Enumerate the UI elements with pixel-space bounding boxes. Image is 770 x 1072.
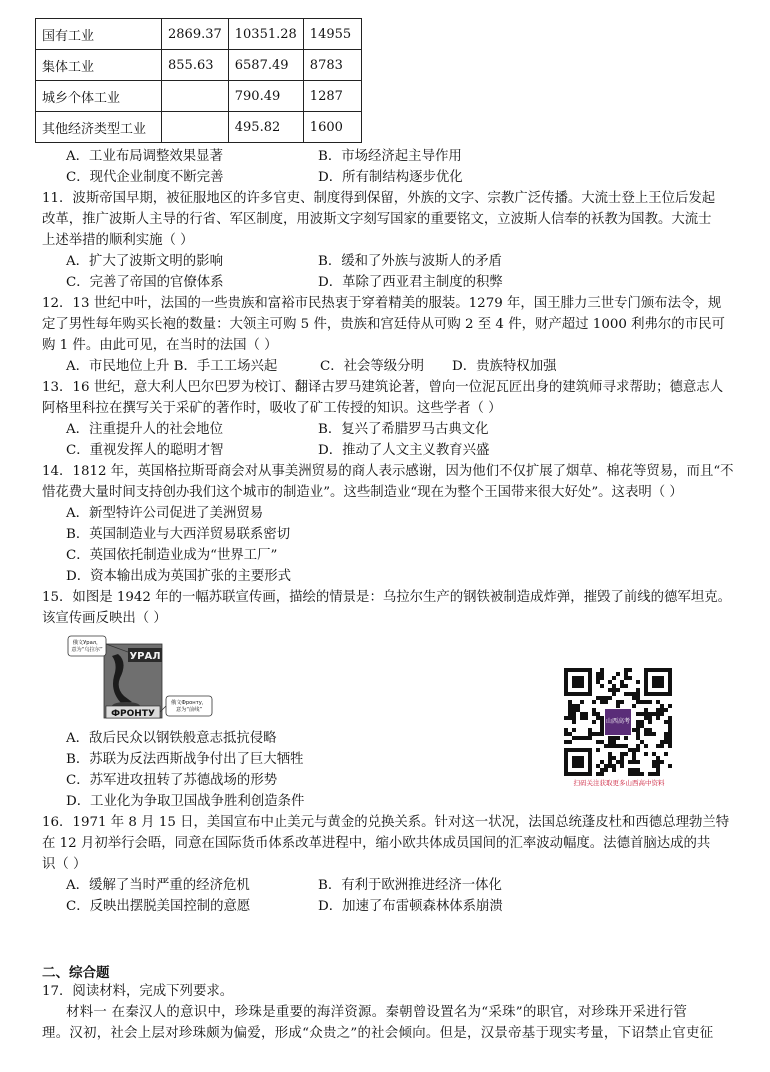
q11-stem-line2: 改革，推广波斯人主导的行省、军区制度，用波斯文字刻写国家的重要铭文，立波斯人信奉的袄教为国教。大流士 <box>42 212 712 227</box>
q11-option-a[interactable]: A．扩大了波斯文明的影响 <box>66 254 223 269</box>
q12-option-d[interactable]: D．贵族特权加强 <box>452 359 557 374</box>
table-row-label: 集体工业 <box>36 50 162 81</box>
q10-option-b[interactable]: B．市场经济起主导作用 <box>318 149 462 164</box>
table-row-label: 国有工业 <box>36 19 162 50</box>
q14-option-b[interactable]: B．英国制造业与大西洋贸易联系密切 <box>66 527 291 542</box>
q16-stem-line3: 识（ ） <box>42 857 87 872</box>
table-cell <box>162 81 229 112</box>
q13-option-b[interactable]: B．复兴了希腊罗马古典文化 <box>318 422 489 437</box>
poster-callout-top-text: 俄文Урал，意为“乌拉尔” <box>71 640 103 653</box>
q15-stem-line1: 15．如图是 1942 年的一幅苏联宣传画，描绘的情景是：乌拉尔生产的钢铁被制造成炸弹，摧毁了前线的德军坦克。 <box>42 590 731 605</box>
q13-option-c[interactable]: C．重视发挥人的聪明才智 <box>66 443 224 458</box>
poster-callout-bottom <box>166 696 212 716</box>
q10-option-a[interactable]: A．工业布局调整效果显著 <box>66 149 223 164</box>
table-cell: 14955 <box>303 19 361 50</box>
poster-callout-top <box>68 636 106 656</box>
q11-stem-line3: 上述举措的顺利实施（ ） <box>42 233 194 248</box>
table-cell: 855.63 <box>162 50 229 81</box>
table-cell <box>162 112 229 143</box>
poster-word-bottom: ФРОНТУ <box>111 709 155 719</box>
data-table <box>35 18 362 143</box>
q12-stem-line1: 12．13 世纪中叶，法国的一些贵族和富裕市民热衷于穿着精美的服装。1279 年，国王腓力三世专门颁布法令，规 <box>42 296 722 311</box>
q16-option-d[interactable]: D．加速了布雷顿森林体系崩溃 <box>318 899 503 914</box>
table-row <box>36 50 362 81</box>
q15-option-a[interactable]: A．敌后民众以钢铁般意志抵抗侵略 <box>66 731 277 746</box>
table-cell: 1287 <box>303 81 361 112</box>
section-title: 二、综合题 <box>42 965 110 981</box>
q10-option-c[interactable]: C．现代企业制度不断完善 <box>66 170 224 185</box>
q14-option-c[interactable]: C．英国依托制造业成为“世界工厂” <box>66 548 278 563</box>
q13-stem-line1: 13．16 世纪，意大利人巴尔巴罗为校订、翻译古罗马建筑论著，曾向一位泥瓦匠出身的建筑师寻求帮助；德意志人 <box>42 380 724 395</box>
qr-caption: 扫码关注获取更多山西高中资料 <box>573 779 665 787</box>
q11-stem-line1: 11．波斯帝国早期，被征服地区的许多官吏、制度得到保留，外族的文字、宗教广泛传播。大流士登上王位后发起 <box>42 191 716 206</box>
q17-material-line2: 理。汉初，社会上层对珍珠颇为偏爱，形成“众贵之”的社会倾向。但是，汉景帝基于现实考量，下诏禁止官吏征 <box>42 1026 714 1041</box>
table-cell: 6587.49 <box>228 50 303 81</box>
table-cell: 790.49 <box>228 81 303 112</box>
q12-stem-line2: 定了男性每年购买长袍的数量：大领主可购 5 件，贵族和宫廷侍从可购 2 至 4 件，财产超过 1000 利弗尔的市民可 <box>42 317 725 332</box>
q14-option-a[interactable]: A．新型特许公司促进了美洲贸易 <box>66 506 264 521</box>
q13-stem-line2: 阿格里科拉在撰写关于采矿的著作时，吸收了矿工传授的知识。这些学者（ ） <box>42 401 502 416</box>
table-row <box>36 19 362 50</box>
q14-option-d[interactable]: D．资本输出成为英国扩张的主要形式 <box>66 569 291 584</box>
table-row-label: 城乡个体工业 <box>36 81 162 112</box>
q14-stem-line1: 14．1812 年，英国格拉斯哥商会对从事美洲贸易的商人表示感谢，因为他们不仅扩展了烟草、棉花等贸易，而且“不 <box>42 464 734 479</box>
qr-code-block[interactable] <box>564 668 672 788</box>
q16-option-a[interactable]: A．缓解了当时严重的经济危机 <box>66 878 250 893</box>
table-cell: 10351.28 <box>228 19 303 50</box>
table-cell: 495.82 <box>228 112 303 143</box>
q15-option-d[interactable]: D．工业化为争取卫国战争胜利创造条件 <box>66 794 305 809</box>
q12-option-ab[interactable]: A．市民地位上升 B．手工工场兴起 <box>66 359 278 374</box>
poster-callout-bottom-text: 俄文Фронту，意为“前线” <box>171 700 207 713</box>
q11-option-d[interactable]: D．革除了西亚君主制度的积弊 <box>318 275 503 290</box>
q13-option-a[interactable]: A．注重提升人的社会地位 <box>66 422 223 437</box>
qr-center-logo: 山西高考 <box>605 709 631 735</box>
q16-option-b[interactable]: B．有利于欧洲推进经济一体化 <box>318 878 502 893</box>
table-cell: 1600 <box>303 112 361 143</box>
q16-option-c[interactable]: C．反映出摆脱美国控制的意愿 <box>66 899 251 914</box>
q11-option-b[interactable]: B．缓和了外族与波斯人的矛盾 <box>318 254 502 269</box>
table-row <box>36 112 362 143</box>
q17-instruction: 17．阅读材料，完成下列要求。 <box>42 984 234 999</box>
q14-stem-line2: 惜花费大量时间支持创办我们这个城市的制造业”。这些制造业“现在为整个王国带来很大好处”。这表明（ ） <box>42 485 683 500</box>
q15-stem-line2: 该宣传画反映出（ ） <box>42 611 167 626</box>
q16-stem-line2: 在 12 月初举行会晤，同意在国际货币体系改革进程中，缩小欧共体成员国间的汇率波动幅度。法德首脑达成的共 <box>42 836 711 851</box>
q15-option-b[interactable]: B．苏联为反法西斯战争付出了巨大牺牲 <box>66 752 304 767</box>
poster-word-top: УРАЛ <box>129 651 161 662</box>
q12-option-c[interactable]: C．社会等级分明 <box>320 359 424 374</box>
table-row <box>36 81 362 112</box>
q13-option-d[interactable]: D．推动了人文主义教育兴盛 <box>318 443 490 458</box>
q16-stem-line1: 16．1971 年 8 月 15 日，美国宣布中止美元与黄金的兑换关系。针对这一状况，法国总统蓬皮杜和西德总理勃兰特 <box>42 815 730 830</box>
soviet-poster-image <box>66 632 214 722</box>
q11-option-c[interactable]: C．完善了帝国的官僚体系 <box>66 275 224 290</box>
table-row-label: 其他经济类型工业 <box>36 112 162 143</box>
table-cell: 8783 <box>303 50 361 81</box>
q10-option-d[interactable]: D．所有制结构逐步优化 <box>318 170 463 185</box>
table-cell: 2869.37 <box>162 19 229 50</box>
q12-stem-line3: 购 1 件。由此可见，在当时的法国（ ） <box>42 338 278 353</box>
q17-material-line1: 材料一 在秦汉人的意识中，珍珠是重要的海洋资源。秦朝曾设置名为“采珠”的职官，对珍珠开采进行管 <box>66 1005 688 1020</box>
q15-option-c[interactable]: C．苏军进攻扭转了苏德战场的形势 <box>66 773 278 788</box>
